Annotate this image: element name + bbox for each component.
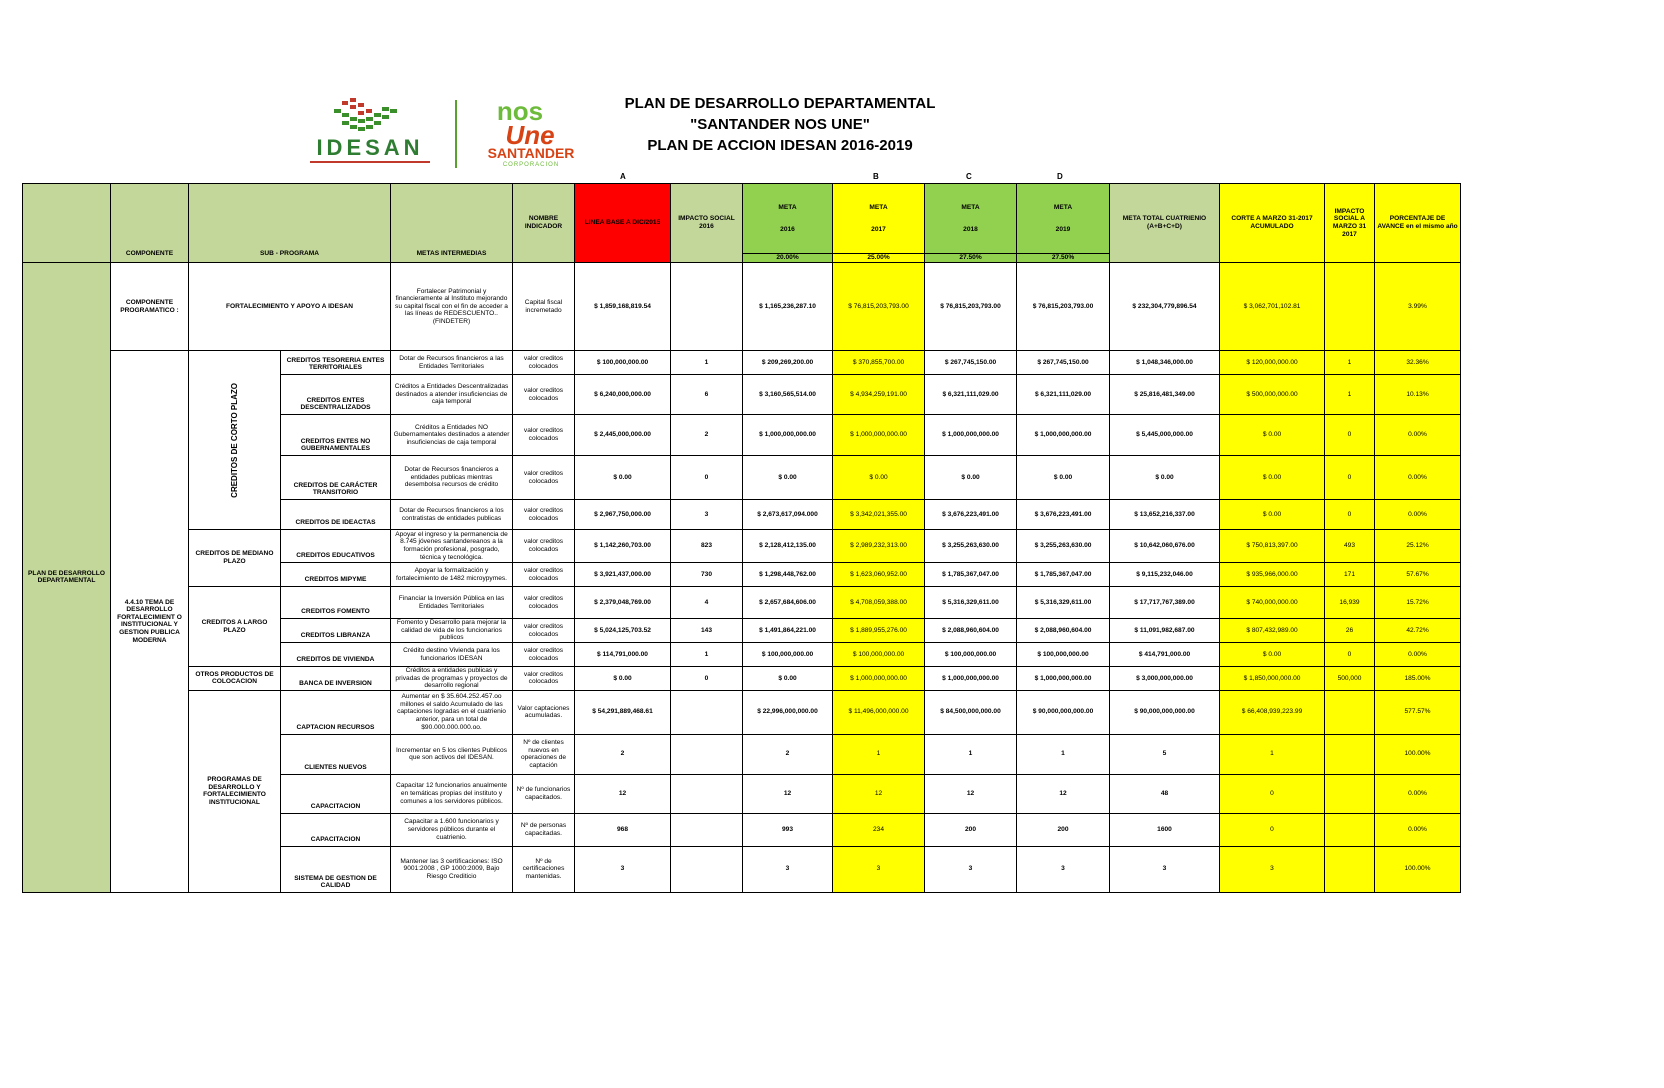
meta-2019-cell: $ 3,255,263,630.00 xyxy=(1017,530,1110,563)
metas-intermedias-cell: Capacitar 12 funcionarios anualmente en temáticas propias del instituto y comunes a los servidores públicos. xyxy=(391,774,513,813)
indicator-cell: valor creditos colocados xyxy=(513,351,575,375)
indicator-cell: valor creditos colocados xyxy=(513,563,575,587)
meta-total-cell: 1600 xyxy=(1110,813,1220,846)
meta-2018-cell: $ 3,255,263,630.00 xyxy=(925,530,1017,563)
indicator-cell: valor creditos colocados xyxy=(513,415,575,456)
meta-2018-cell: $ 0.00 xyxy=(925,456,1017,500)
meta-2016-cell: $ 2,673,617,094.000 xyxy=(743,500,833,530)
header-linea-base: LINEA BASE A DIC/2015 xyxy=(575,184,671,263)
impacto-2017-cell xyxy=(1325,813,1375,846)
impacto-2016-cell: 1 xyxy=(671,643,743,667)
meta-2018-cell: $ 1,000,000,000.00 xyxy=(925,415,1017,456)
header-pct-2019: 27.50% xyxy=(1017,254,1110,263)
metas-intermedias-cell: Incrementar en 5 los clientes Publicos que son activos del IDESAN. xyxy=(391,734,513,774)
meta-2017-cell: $ 2,989,232,313.00 xyxy=(833,530,925,563)
meta-2016-cell: $ 1,165,236,287.10 xyxy=(743,263,833,351)
metas-intermedias-cell: Dotar de Recursos financieros a las Entidades Territoriales xyxy=(391,351,513,375)
svg-text:Une: Une xyxy=(505,120,555,150)
corte-cell: 1 xyxy=(1220,734,1325,774)
meta-total-cell: 5 xyxy=(1110,734,1220,774)
subprograma-cell: CLIENTES NUEVOS xyxy=(281,734,391,774)
porcentaje-cell: 57.67% xyxy=(1375,563,1461,587)
impacto-2017-cell xyxy=(1325,690,1375,734)
meta-2017-cell: $ 3,342,021,355.00 xyxy=(833,500,925,530)
corte-cell: $ 0.00 xyxy=(1220,456,1325,500)
indicator-cell: Capital fiscal incremetado xyxy=(513,263,575,351)
impacto-2016-cell: 3 xyxy=(671,500,743,530)
header-impacto-2016: IMPACTO SOCIAL 2016 xyxy=(671,184,743,263)
indicator-cell: Nº de certificaciones mantenidas. xyxy=(513,846,575,892)
indicator-cell: valor creditos colocados xyxy=(513,500,575,530)
linea-base-cell: $ 5,024,125,703.52 xyxy=(575,619,671,643)
impacto-2016-cell xyxy=(671,813,743,846)
meta-2018-cell: $ 84,500,000,000.00 xyxy=(925,690,1017,734)
column-letter-b: B xyxy=(873,172,879,181)
header-corte: CORTE A MARZO 31-2017 ACUMULADO xyxy=(1220,184,1325,263)
linea-base-cell: $ 2,967,750,000.00 xyxy=(575,500,671,530)
fortalecimiento-cell: FORTALECIMIENTO Y APOYO A IDESAN xyxy=(189,263,391,351)
table-row xyxy=(23,587,1461,619)
subprograma-cell: CAPTACION RECURSOS xyxy=(281,690,391,734)
porcentaje-cell: 25.12% xyxy=(1375,530,1461,563)
subprograma-cell: CREDITOS DE CARÁCTER TRANSITORIO xyxy=(281,456,391,500)
impacto-2017-cell: 16,939 xyxy=(1325,587,1375,619)
meta-total-cell: $ 0.00 xyxy=(1110,456,1220,500)
subprograma-cell: CREDITOS MIPYME xyxy=(281,563,391,587)
meta-2016-cell: $ 1,491,864,221.00 xyxy=(743,619,833,643)
action-plan-table xyxy=(22,183,1461,893)
header-plan xyxy=(23,184,111,263)
meta-2019-cell: 200 xyxy=(1017,813,1110,846)
corte-cell: $ 3,062,701,102.81 xyxy=(1220,263,1325,351)
meta-2018-cell: 3 xyxy=(925,846,1017,892)
meta-2017-cell: $ 76,815,203,793.00 xyxy=(833,263,925,351)
meta-2019-cell: $ 1,785,367,047.00 xyxy=(1017,563,1110,587)
corte-cell: 0 xyxy=(1220,813,1325,846)
impacto-2017-cell xyxy=(1325,846,1375,892)
header-pct-2017: 25.00% xyxy=(833,254,925,263)
corte-cell: $ 120,000,000.00 xyxy=(1220,351,1325,375)
header-pct-2018: 27.50% xyxy=(925,254,1017,263)
metas-intermedias-cell: Apoyar el ingreso y la permanencia de 8.745 jóvenes santandereanos a la formación profesional, posgrado, técnica y tecnológica. xyxy=(391,530,513,563)
metas-intermedias-cell: Fortalecer Patrimonial y financieramente al Instituto mejorando su capital fiscal con el fin de acceder a las líneas de REDESCUENTO..(FINDETER) xyxy=(391,263,513,351)
indicator-cell: Nº de personas capacitadas. xyxy=(513,813,575,846)
group-programas-cell: PROGRAMAS DE DESARROLLO Y FORTALECIMIENTO INSTITUCIONAL xyxy=(189,690,281,892)
meta-2016-cell: 3 xyxy=(743,846,833,892)
meta-2017-cell: $ 11,496,000,000.00 xyxy=(833,690,925,734)
meta-2019-cell: 12 xyxy=(1017,774,1110,813)
subprograma-cell: CREDITOS DE IDEACTAS xyxy=(281,500,391,530)
impacto-2016-cell xyxy=(671,690,743,734)
header-pct-2016: 20.00% xyxy=(743,254,833,263)
meta-2017-cell: 3 xyxy=(833,846,925,892)
indicator-cell: valor creditos colocados xyxy=(513,530,575,563)
header-meta-2019: META 2019 xyxy=(1017,184,1110,254)
impacto-2017-cell xyxy=(1325,774,1375,813)
action-plan-body xyxy=(23,263,1461,893)
porcentaje-cell: 42.72% xyxy=(1375,619,1461,643)
indicator-cell: valor creditos colocados xyxy=(513,456,575,500)
indicator-cell: valor creditos colocados xyxy=(513,587,575,619)
impacto-2016-cell: 2 xyxy=(671,415,743,456)
meta-2018-cell: $ 1,785,367,047.00 xyxy=(925,563,1017,587)
meta-2018-cell: 200 xyxy=(925,813,1017,846)
subprograma-cell: CAPACITACION xyxy=(281,813,391,846)
componente-tema-cell: 4.4.10 TEMA DE DESARROLLO FORTALECIMIENT O INSTITUCIONAL Y GESTION PUBLICA MODERNA xyxy=(111,351,189,893)
logo-separator xyxy=(455,100,457,168)
metas-intermedias-cell: Créditos a entidades publicas y privadas de programas y proyectos de desarrollo regional xyxy=(391,667,513,691)
impacto-2017-cell: 493 xyxy=(1325,530,1375,563)
porcentaje-cell: 32.36% xyxy=(1375,351,1461,375)
meta-total-cell: $ 414,791,000.00 xyxy=(1110,643,1220,667)
linea-base-cell: 12 xyxy=(575,774,671,813)
meta-2016-cell: 993 xyxy=(743,813,833,846)
linea-base-cell: $ 1,859,168,819.54 xyxy=(575,263,671,351)
title-line-3: PLAN DE ACCION IDESAN 2016-2019 xyxy=(647,137,913,154)
impacto-2017-cell: 0 xyxy=(1325,415,1375,456)
porcentaje-cell: 0.00% xyxy=(1375,643,1461,667)
meta-2019-cell: $ 1,000,000,000.00 xyxy=(1017,667,1110,691)
meta-2016-cell: $ 1,298,448,762.00 xyxy=(743,563,833,587)
linea-base-cell: 2 xyxy=(575,734,671,774)
linea-base-cell: $ 0.00 xyxy=(575,667,671,691)
meta-2017-cell: $ 100,000,000.00 xyxy=(833,643,925,667)
meta-2019-cell: $ 2,088,960,604.00 xyxy=(1017,619,1110,643)
linea-base-cell: $ 2,445,000,000.00 xyxy=(575,415,671,456)
meta-2017-cell: $ 0.00 xyxy=(833,456,925,500)
linea-base-cell: 968 xyxy=(575,813,671,846)
group-corto-plazo-cell xyxy=(189,351,281,530)
corte-cell: $ 807,432,989.00 xyxy=(1220,619,1325,643)
header-meta-2017: META 2017 xyxy=(833,184,925,254)
impacto-2017-cell: 0 xyxy=(1325,643,1375,667)
indicator-cell: Nº de funcionarios capacitados. xyxy=(513,774,575,813)
impacto-2016-cell: 6 xyxy=(671,375,743,415)
meta-total-cell: 48 xyxy=(1110,774,1220,813)
meta-2017-cell: 12 xyxy=(833,774,925,813)
group-mediano-plazo-cell: CREDITOS DE MEDIANO PLAZO xyxy=(189,530,281,587)
meta-total-cell: $ 13,652,216,337.00 xyxy=(1110,500,1220,530)
porcentaje-cell: 185.00% xyxy=(1375,667,1461,691)
metas-intermedias-cell: Crédito destino Vivienda para los funcionarios IDESAN xyxy=(391,643,513,667)
impacto-2017-cell: 171 xyxy=(1325,563,1375,587)
table-row xyxy=(23,530,1461,563)
corte-cell: $ 0.00 xyxy=(1220,643,1325,667)
meta-2019-cell: $ 6,321,111,029.00 xyxy=(1017,375,1110,415)
linea-base-cell: $ 3,921,437,000.00 xyxy=(575,563,671,587)
linea-base-cell: 3 xyxy=(575,846,671,892)
meta-2018-cell: $ 2,088,960,604.00 xyxy=(925,619,1017,643)
meta-total-cell: $ 232,304,779,896.54 xyxy=(1110,263,1220,351)
linea-base-cell: $ 114,791,000.00 xyxy=(575,643,671,667)
meta-2017-cell: $ 1,000,000,000.00 xyxy=(833,667,925,691)
header-componente: COMPONENTE xyxy=(111,184,189,263)
corte-cell: $ 0.00 xyxy=(1220,500,1325,530)
porcentaje-cell: 0.00% xyxy=(1375,500,1461,530)
subprograma-cell: CREDITOS ENTES NO GUBERNAMENTALES xyxy=(281,415,391,456)
impacto-2017-cell: 1 xyxy=(1325,351,1375,375)
header-porcentaje: PORCENTAJE DE AVANCE en el mismo año xyxy=(1375,184,1461,263)
corte-cell: $ 750,813,397.00 xyxy=(1220,530,1325,563)
meta-2016-cell: 12 xyxy=(743,774,833,813)
metas-intermedias-cell: Capacitar a 1.600 funcionarios y servidores públicos durante el cuatrienio. xyxy=(391,813,513,846)
metas-intermedias-cell: Dotar de Recursos financieros a los contratistas de entidades publicas xyxy=(391,500,513,530)
porcentaje-cell: 3.99% xyxy=(1375,263,1461,351)
subprograma-cell: CREDITOS DE VIVIENDA xyxy=(281,643,391,667)
meta-2019-cell: $ 0.00 xyxy=(1017,456,1110,500)
impacto-2017-cell: 0 xyxy=(1325,500,1375,530)
subprograma-cell: CREDITOS EDUCATIVOS xyxy=(281,530,391,563)
indicator-cell: valor creditos colocados xyxy=(513,643,575,667)
meta-2018-cell: $ 267,745,150.00 xyxy=(925,351,1017,375)
metas-intermedias-cell: Dotar de Recursos financieros a entidades publicas mientras desembolsa recursos de crédito xyxy=(391,456,513,500)
porcentaje-cell: 0.00% xyxy=(1375,774,1461,813)
indicator-cell: valor creditos colocados xyxy=(513,667,575,691)
svg-text:CORPORACION: CORPORACION xyxy=(502,162,560,168)
porcentaje-cell: 100.00% xyxy=(1375,846,1461,892)
meta-2016-cell: $ 2,657,684,606.00 xyxy=(743,587,833,619)
meta-2017-cell: $ 370,855,700.00 xyxy=(833,351,925,375)
table-row xyxy=(23,263,1461,351)
impacto-2016-cell xyxy=(671,846,743,892)
document-title xyxy=(560,93,1000,156)
group-corto-plazo-label: CREDITOS DE CORTO PLAZO xyxy=(229,382,239,498)
metas-intermedias-cell: Créditos a Entidades Descentralizadas destinados a atender insuficiencias de caja temporal xyxy=(391,375,513,415)
impacto-2017-cell: 500,000 xyxy=(1325,667,1375,691)
title-line-1: PLAN DE DESARROLLO DEPARTAMENTAL xyxy=(624,95,936,112)
componente-programatico-cell: COMPONENTE PROGRAMATICO : xyxy=(111,263,189,351)
porcentaje-cell: 0.00% xyxy=(1375,813,1461,846)
impacto-2017-cell xyxy=(1325,734,1375,774)
table-row xyxy=(23,690,1461,734)
impacto-2016-cell: 143 xyxy=(671,619,743,643)
impacto-2016-cell xyxy=(671,774,743,813)
meta-2019-cell: $ 1,000,000,000.00 xyxy=(1017,415,1110,456)
subprograma-cell: CREDITOS ENTES DESCENTRALIZADOS xyxy=(281,375,391,415)
meta-total-cell: $ 9,115,232,046.00 xyxy=(1110,563,1220,587)
metas-intermedias-cell: Fomento y Desarrollo para mejorar la calidad de vida de los funcionarios publicos xyxy=(391,619,513,643)
porcentaje-cell: 15.72% xyxy=(1375,587,1461,619)
meta-total-cell: $ 10,642,060,676.00 xyxy=(1110,530,1220,563)
subprograma-cell: CREDITOS FOMENTO xyxy=(281,587,391,619)
impacto-2017-cell: 0 xyxy=(1325,456,1375,500)
meta-2019-cell: $ 90,000,000,000.00 xyxy=(1017,690,1110,734)
meta-2018-cell: 12 xyxy=(925,774,1017,813)
linea-base-cell: $ 100,000,000.00 xyxy=(575,351,671,375)
idesan-logo xyxy=(300,95,440,170)
meta-2016-cell: $ 1,000,000,000.00 xyxy=(743,415,833,456)
header-subprograma: SUB - PROGRAMA xyxy=(189,184,391,263)
impacto-2016-cell xyxy=(671,263,743,351)
meta-2019-cell: $ 100,000,000.00 xyxy=(1017,643,1110,667)
meta-2017-cell: $ 1,623,060,952.00 xyxy=(833,563,925,587)
metas-intermedias-cell: Mantener las 3 certificaciones: ISO 9001:2008 , GP 1000:2009, Bajo Riesgo Crediticio xyxy=(391,846,513,892)
indicator-cell: Valor captaciones acumuladas. xyxy=(513,690,575,734)
plan-desarrollo-cell: PLAN DE DESARROLLO DEPARTAMENTAL xyxy=(23,263,111,893)
meta-2017-cell: $ 1,000,000,000.00 xyxy=(833,415,925,456)
corte-cell: 3 xyxy=(1220,846,1325,892)
meta-total-cell: $ 1,048,346,000.00 xyxy=(1110,351,1220,375)
meta-total-cell: $ 17,717,767,389.00 xyxy=(1110,587,1220,619)
header-meta-2018: META 2018 xyxy=(925,184,1017,254)
subprograma-cell: SISTEMA DE GESTION DE CALIDAD xyxy=(281,846,391,892)
metas-intermedias-cell: Apoyar la formalización y fortalecimiento de 1482 microypymes. xyxy=(391,563,513,587)
meta-2019-cell: $ 267,745,150.00 xyxy=(1017,351,1110,375)
corte-cell: 0 xyxy=(1220,774,1325,813)
meta-2019-cell: 1 xyxy=(1017,734,1110,774)
header-meta-2016: META 2016 xyxy=(743,184,833,254)
meta-2016-cell: $ 2,128,412,135.00 xyxy=(743,530,833,563)
group-otros-productos-cell: OTROS PRODUCTOS DE COLOCACION xyxy=(189,667,281,691)
subprograma-cell: CREDITOS TESORERIA ENTES TERRITORIALES xyxy=(281,351,391,375)
meta-2016-cell: $ 0.00 xyxy=(743,456,833,500)
indicator-cell: valor creditos colocados xyxy=(513,375,575,415)
meta-2019-cell: 3 xyxy=(1017,846,1110,892)
impacto-2017-cell: 26 xyxy=(1325,619,1375,643)
svg-text:nos: nos xyxy=(496,96,544,126)
linea-base-cell: $ 6,240,000,000.00 xyxy=(575,375,671,415)
metas-intermedias-cell: Créditos a Entidades NO Gubernamentales destinados a atender insuficiencias de caja temporal xyxy=(391,415,513,456)
porcentaje-cell: 100.00% xyxy=(1375,734,1461,774)
corte-cell: $ 1,850,000,000.00 xyxy=(1220,667,1325,691)
meta-total-cell: $ 11,091,982,687.00 xyxy=(1110,619,1220,643)
porcentaje-cell: 10.13% xyxy=(1375,375,1461,415)
metas-intermedias-cell: Financiar la Inversión Pública en las Entidades Territoriales xyxy=(391,587,513,619)
meta-2019-cell: $ 5,316,329,611.00 xyxy=(1017,587,1110,619)
header-impacto-2017: IMPACTO SOCIAL A MARZO 31 2017 xyxy=(1325,184,1375,263)
impacto-2016-cell: 1 xyxy=(671,351,743,375)
subprograma-cell: BANCA DE INVERSION xyxy=(281,667,391,691)
meta-2016-cell: $ 22,996,000,000.00 xyxy=(743,690,833,734)
linea-base-cell: $ 1,142,260,703.00 xyxy=(575,530,671,563)
table-row xyxy=(23,667,1461,691)
subprograma-cell: CAPACITACION xyxy=(281,774,391,813)
meta-total-cell: $ 3,000,000,000.00 xyxy=(1110,667,1220,691)
meta-2019-cell: $ 76,815,203,793.00 xyxy=(1017,263,1110,351)
meta-2018-cell: $ 6,321,111,029.00 xyxy=(925,375,1017,415)
group-largo-plazo-cell: CREDITOS A LARGO PLAZO xyxy=(189,587,281,667)
meta-2018-cell: $ 100,000,000.00 xyxy=(925,643,1017,667)
meta-2018-cell: $ 5,316,329,611.00 xyxy=(925,587,1017,619)
impacto-2016-cell: 730 xyxy=(671,563,743,587)
meta-2019-cell: $ 3,676,223,491.00 xyxy=(1017,500,1110,530)
meta-2017-cell: $ 4,708,059,388.00 xyxy=(833,587,925,619)
meta-2017-cell: $ 1,889,955,276.00 xyxy=(833,619,925,643)
meta-total-cell: $ 90,000,000,000.00 xyxy=(1110,690,1220,734)
indicator-cell: Nº de clientes nuevos en operaciones de captación xyxy=(513,734,575,774)
impacto-2016-cell: 823 xyxy=(671,530,743,563)
meta-2018-cell: $ 3,676,223,491.00 xyxy=(925,500,1017,530)
impacto-2017-cell: 1 xyxy=(1325,375,1375,415)
meta-total-cell: $ 5,445,000,000.00 xyxy=(1110,415,1220,456)
impacto-2016-cell xyxy=(671,734,743,774)
meta-2017-cell: 234 xyxy=(833,813,925,846)
column-letter-d: D xyxy=(1057,172,1063,181)
corte-cell: $ 66,408,939,223.99 xyxy=(1220,690,1325,734)
meta-2016-cell: $ 209,269,200.00 xyxy=(743,351,833,375)
corte-cell: $ 740,000,000.00 xyxy=(1220,587,1325,619)
meta-2017-cell: $ 4,934,259,191.00 xyxy=(833,375,925,415)
meta-2016-cell: $ 100,000,000.00 xyxy=(743,643,833,667)
impacto-2016-cell: 0 xyxy=(671,667,743,691)
header-metas-intermedias: METAS INTERMEDIAS xyxy=(391,184,513,263)
meta-2018-cell: $ 76,815,203,793.00 xyxy=(925,263,1017,351)
impacto-2017-cell xyxy=(1325,263,1375,351)
meta-2018-cell: 1 xyxy=(925,734,1017,774)
linea-base-cell: $ 0.00 xyxy=(575,456,671,500)
meta-2016-cell: $ 3,160,565,514.00 xyxy=(743,375,833,415)
header-nombre-indicador: NOMBRE INDICADOR xyxy=(513,184,575,263)
svg-text:IDESAN: IDESAN xyxy=(316,135,424,160)
metas-intermedias-cell: Aumentar en $ 35.604.252.457.oo millones el saldo Acumulado de las captaciones logradas en el cuatrienio anterior, para un total de $90.000.000.000.oo. xyxy=(391,690,513,734)
column-letter-a: A xyxy=(620,172,626,181)
porcentaje-cell: 577.57% xyxy=(1375,690,1461,734)
table-row xyxy=(23,351,1461,375)
indicator-cell: valor creditos colocados xyxy=(513,619,575,643)
meta-total-cell: $ 25,816,481,349.00 xyxy=(1110,375,1220,415)
meta-2018-cell: $ 1,000,000,000.00 xyxy=(925,667,1017,691)
meta-2016-cell: $ 0.00 xyxy=(743,667,833,691)
corte-cell: $ 0.00 xyxy=(1220,415,1325,456)
title-line-2: "SANTANDER NOS UNE" xyxy=(690,116,870,133)
santander-nos-une-logo xyxy=(468,92,594,172)
impacto-2016-cell: 4 xyxy=(671,587,743,619)
linea-base-cell: $ 54,291,889,468.61 xyxy=(575,690,671,734)
header-meta-total: META TOTAL CUATRIENIO (A+B+C+D) xyxy=(1110,184,1220,263)
meta-2017-cell: 1 xyxy=(833,734,925,774)
corte-cell: $ 935,966,000.00 xyxy=(1220,563,1325,587)
corte-cell: $ 500,000,000.00 xyxy=(1220,375,1325,415)
porcentaje-cell: 0.00% xyxy=(1375,456,1461,500)
subprograma-cell: CREDITOS LIBRANZA xyxy=(281,619,391,643)
meta-total-cell: 3 xyxy=(1110,846,1220,892)
impacto-2016-cell: 0 xyxy=(671,456,743,500)
svg-text:SANTANDER: SANTANDER xyxy=(487,145,575,161)
meta-2016-cell: 2 xyxy=(743,734,833,774)
linea-base-cell: $ 2,379,048,769.00 xyxy=(575,587,671,619)
column-letter-c: C xyxy=(966,172,972,181)
porcentaje-cell: 0.00% xyxy=(1375,415,1461,456)
